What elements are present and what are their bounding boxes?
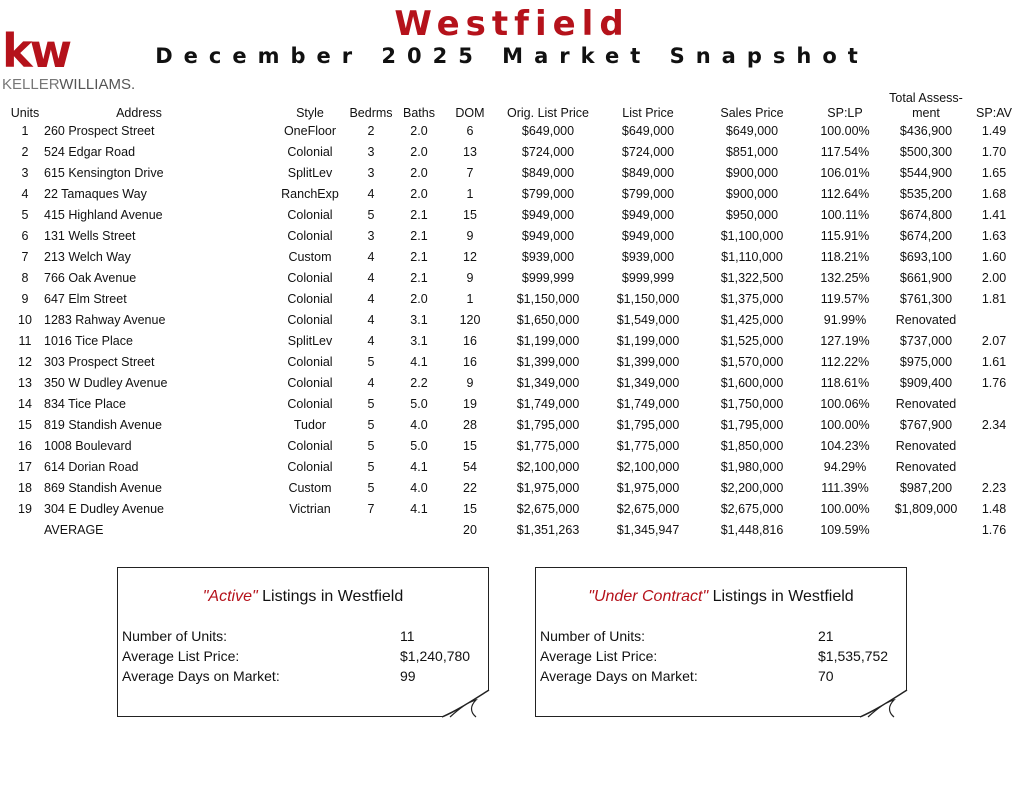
- table-row: [6, 142, 1020, 163]
- cell-address: 1008 Boulevard: [44, 439, 132, 453]
- cell-total-assessment: $975,000: [899, 355, 953, 369]
- cell-dom: 13: [463, 145, 477, 159]
- cell-total-assessment: Renovated: [895, 313, 957, 327]
- col-header-bedrms: Bedrms: [349, 106, 393, 120]
- keller-williams-logo: [2, 24, 147, 93]
- cell-style: Colonial: [287, 313, 333, 327]
- cell-dom: 15: [463, 439, 477, 453]
- cell-bedrooms: 4: [367, 250, 375, 264]
- cell-sales-price: $1,425,000: [720, 313, 784, 327]
- cell-dom: 1: [466, 292, 474, 306]
- cell-style: Colonial: [287, 376, 333, 390]
- cell-style: RanchExp: [281, 187, 339, 201]
- cell-list-price: $1,749,000: [616, 397, 680, 411]
- cell-unit-number: 9: [21, 292, 29, 306]
- cell-unit-number: 17: [18, 460, 32, 474]
- cell-baths: 2.1: [410, 229, 428, 243]
- col-header-list-price: List Price: [622, 106, 674, 120]
- average-dom: 20: [463, 523, 477, 537]
- cell-bedrooms: 3: [367, 145, 375, 159]
- cell-bedrooms: 5: [367, 418, 375, 432]
- cell-dom: 16: [463, 334, 477, 348]
- cell-address: 834 Tice Place: [44, 397, 126, 411]
- cell-dom: 19: [463, 397, 477, 411]
- cell-spav: 1.63: [981, 229, 1007, 243]
- cell-bedrooms: 3: [367, 229, 375, 243]
- active-units-label: Number of Units:: [122, 628, 228, 644]
- cell-sales-price: $950,000: [725, 208, 779, 222]
- cell-bedrooms: 4: [367, 292, 375, 306]
- cell-style: Colonial: [287, 397, 333, 411]
- cell-total-assessment: $436,900: [899, 124, 953, 138]
- table-row: [6, 331, 1020, 352]
- cell-baths: 2.1: [410, 271, 428, 285]
- cell-splp: 104.23%: [820, 439, 870, 453]
- average-label: AVERAGE: [44, 523, 104, 537]
- cell-unit-number: 5: [21, 208, 29, 222]
- cell-splp: 100.11%: [820, 208, 870, 222]
- cell-unit-number: 1: [21, 124, 29, 138]
- cell-sales-price: $2,675,000: [720, 502, 784, 516]
- cell-address: 304 E Dudley Avenue: [44, 502, 165, 516]
- cell-total-assessment: $909,400: [899, 376, 953, 390]
- cell-address: 260 Prospect Street: [44, 124, 155, 138]
- table-row: [6, 478, 1020, 499]
- cell-sales-price: $649,000: [725, 124, 779, 138]
- cell-unit-number: 10: [18, 313, 32, 327]
- cell-orig-list-price: $649,000: [521, 124, 575, 138]
- contract-dom-label: Average Days on Market:: [540, 668, 698, 684]
- cell-list-price: $1,975,000: [616, 481, 680, 495]
- cell-style: Colonial: [287, 145, 333, 159]
- cell-orig-list-price: $1,650,000: [516, 313, 580, 327]
- logo-wordmark: KELLERWILLIAMS.: [2, 76, 136, 93]
- cell-unit-number: 15: [18, 418, 32, 432]
- cell-address: 766 Oak Avenue: [44, 271, 137, 285]
- cell-address: 869 Standish Avenue: [44, 481, 162, 495]
- cell-total-assessment: $535,200: [899, 187, 953, 201]
- cell-address: 614 Dorian Road: [44, 460, 139, 474]
- cell-baths: 2.0: [410, 124, 428, 138]
- cell-baths: 2.0: [410, 187, 428, 201]
- cell-spav: [968, 436, 1020, 457]
- col-header-sales-price: Sales Price: [720, 106, 784, 120]
- col-header-dom: DOM: [455, 106, 485, 120]
- cell-baths: 5.0: [410, 397, 428, 411]
- cell-dom: 1: [466, 187, 474, 201]
- cell-spav: 2.23: [981, 481, 1007, 495]
- cell-unit-number: 3: [21, 166, 29, 180]
- cell-splp: 100.00%: [820, 418, 870, 432]
- cell-unit-number: 11: [18, 334, 32, 348]
- page-title: Westfield: [394, 4, 630, 44]
- cell-dom: 6: [466, 124, 474, 138]
- cell-splp: 94.29%: [823, 460, 867, 474]
- cell-sales-price: $1,795,000: [720, 418, 784, 432]
- cell-spav: 2.07: [981, 334, 1007, 348]
- cell-unit-number: 6: [21, 229, 29, 243]
- cell-address: 213 Welch Way: [44, 250, 131, 264]
- cell-sales-price: $1,570,000: [720, 355, 784, 369]
- cell-address: 647 Elm Street: [44, 292, 127, 306]
- cell-splp: 91.99%: [823, 313, 867, 327]
- cell-style: SplitLev: [287, 166, 333, 180]
- cell-bedrooms: 4: [367, 313, 375, 327]
- table-row: [6, 310, 1020, 331]
- cell-total-assessment: $661,900: [899, 271, 953, 285]
- cell-dom: 120: [459, 313, 481, 327]
- cell-splp: 100.00%: [820, 124, 870, 138]
- col-header-total-assessment: Total Assess-ment: [889, 91, 963, 120]
- cell-sales-price: $2,200,000: [720, 481, 784, 495]
- cell-total-assessment: $987,200: [899, 481, 953, 495]
- col-header-style: Style: [296, 106, 324, 120]
- cell-style: Colonial: [287, 439, 333, 453]
- cell-list-price: $1,549,000: [616, 313, 680, 327]
- cell-bedrooms: 5: [367, 439, 375, 453]
- logo-mark: kw: [2, 24, 70, 78]
- cell-orig-list-price: $1,749,000: [516, 397, 580, 411]
- cell-dom: 28: [463, 418, 477, 432]
- cell-dom: 22: [463, 481, 477, 495]
- cell-sales-price: $900,000: [725, 187, 779, 201]
- col-header-spav: SP:AV: [976, 106, 1012, 120]
- average-sales-price: $1,448,816: [720, 523, 784, 537]
- cell-total-assessment: $1,809,000: [894, 502, 958, 516]
- cell-list-price: $799,000: [621, 187, 675, 201]
- active-units-value: 11: [400, 628, 415, 644]
- cell-orig-list-price: $949,000: [521, 229, 575, 243]
- cell-bedrooms: 5: [367, 397, 375, 411]
- cell-spav: 1.65: [981, 166, 1007, 180]
- cell-style: Victrian: [289, 502, 331, 516]
- cell-dom: 15: [463, 208, 477, 222]
- cell-orig-list-price: $1,775,000: [516, 439, 580, 453]
- cell-list-price: $2,675,000: [616, 502, 680, 516]
- cell-total-assessment: $544,900: [899, 166, 953, 180]
- cell-splp: 118.21%: [820, 250, 870, 264]
- cell-spav: [968, 457, 1020, 478]
- cell-total-assessment: $674,800: [899, 208, 953, 222]
- cell-orig-list-price: $1,795,000: [516, 418, 580, 432]
- cell-splp: 127.19%: [820, 334, 870, 348]
- cell-orig-list-price: $999,999: [521, 271, 575, 285]
- active-listings-box: [117, 567, 489, 717]
- cell-style: Custom: [288, 481, 332, 495]
- cell-sales-price: $1,100,000: [720, 229, 784, 243]
- cell-unit-number: 4: [21, 187, 29, 201]
- cell-baths: 3.1: [410, 313, 428, 327]
- cell-bedrooms: 4: [367, 376, 375, 390]
- cell-list-price: $649,000: [621, 124, 675, 138]
- cell-list-price: $1,349,000: [616, 376, 680, 390]
- cell-spav: [968, 310, 1020, 331]
- cell-bedrooms: 5: [367, 208, 375, 222]
- table-row: [6, 289, 1020, 310]
- cell-address: 1016 Tice Place: [44, 334, 133, 348]
- cell-list-price: $2,100,000: [616, 460, 680, 474]
- cell-orig-list-price: $1,150,000: [516, 292, 580, 306]
- cell-baths: 4.1: [410, 460, 428, 474]
- cell-orig-list-price: $2,100,000: [516, 460, 580, 474]
- cell-total-assessment: Renovated: [895, 397, 957, 411]
- cell-baths: 2.0: [410, 145, 428, 159]
- cell-address: 524 Edgar Road: [44, 145, 136, 159]
- cell-list-price: $999,999: [621, 271, 675, 285]
- cell-dom: 9: [466, 229, 474, 243]
- cell-unit-number: 8: [21, 271, 29, 285]
- market-snapshot-table: [6, 87, 1020, 541]
- table-row: [6, 121, 1020, 142]
- cell-sales-price: $1,850,000: [720, 439, 784, 453]
- cell-list-price: $949,000: [621, 229, 675, 243]
- cell-style: Colonial: [287, 229, 333, 243]
- cell-dom: 9: [466, 271, 474, 285]
- cell-total-assessment: $737,000: [899, 334, 953, 348]
- active-price-value: $1,240,780: [400, 648, 471, 664]
- cell-address: 22 Tamaques Way: [44, 187, 147, 201]
- contract-price-value: $1,535,752: [818, 648, 889, 664]
- cell-splp: 115.91%: [820, 229, 870, 243]
- cell-unit-number: 7: [21, 250, 29, 264]
- cell-bedrooms: 4: [367, 187, 375, 201]
- cell-total-assessment: $674,200: [899, 229, 953, 243]
- cell-spav: 2.34: [981, 418, 1007, 432]
- cell-address: 303 Prospect Street: [44, 355, 155, 369]
- cell-baths: 4.1: [410, 502, 428, 516]
- cell-baths: 4.0: [410, 481, 428, 495]
- cell-sales-price: $1,750,000: [720, 397, 784, 411]
- cell-splp: 106.01%: [820, 166, 870, 180]
- cell-orig-list-price: $1,199,000: [516, 334, 580, 348]
- cell-spav: 1.76: [981, 376, 1007, 390]
- table-row: [6, 373, 1020, 394]
- cell-address: 615 Kensington Drive: [44, 166, 164, 180]
- cell-spav: 1.68: [981, 187, 1007, 201]
- cell-list-price: $939,000: [621, 250, 675, 264]
- cell-splp: 111.39%: [821, 481, 869, 495]
- cell-style: OneFloor: [283, 124, 337, 138]
- cell-total-assessment: $767,900: [899, 418, 953, 432]
- page-curl-icon: [440, 688, 490, 718]
- cell-spav: 1.81: [981, 292, 1007, 306]
- cell-splp: 112.64%: [820, 187, 870, 201]
- active-dom-label: Average Days on Market:: [122, 668, 280, 684]
- cell-sales-price: $1,600,000: [720, 376, 784, 390]
- cell-sales-price: $1,375,000: [720, 292, 784, 306]
- cell-orig-list-price: $1,975,000: [516, 481, 580, 495]
- cell-unit-number: 14: [18, 397, 32, 411]
- cell-bedrooms: 5: [367, 355, 375, 369]
- cell-sales-price: $1,322,500: [720, 271, 784, 285]
- cell-unit-number: 16: [18, 439, 32, 453]
- cell-spav: 1.60: [981, 250, 1007, 264]
- active-price-label: Average List Price:: [122, 648, 240, 664]
- cell-orig-list-price: $939,000: [521, 250, 575, 264]
- cell-address: 819 Standish Avenue: [44, 418, 162, 432]
- cell-total-assessment: $761,300: [899, 292, 953, 306]
- cell-orig-list-price: $1,349,000: [516, 376, 580, 390]
- col-header-units: Units: [10, 106, 40, 120]
- cell-list-price: $949,000: [621, 208, 675, 222]
- average-orig-list-price: $1,351,263: [516, 523, 580, 537]
- cell-baths: 5.0: [410, 439, 428, 453]
- cell-baths: 3.1: [410, 334, 428, 348]
- cell-baths: 4.0: [410, 418, 428, 432]
- table-row: [6, 268, 1020, 289]
- cell-dom: 16: [463, 355, 477, 369]
- cell-baths: 2.0: [410, 166, 428, 180]
- cell-orig-list-price: $799,000: [521, 187, 575, 201]
- cell-splp: 100.06%: [820, 397, 870, 411]
- table-row: [6, 436, 1020, 457]
- active-box-title: "Active" Listings in Westfield: [202, 588, 404, 605]
- cell-spav: 1.61: [981, 355, 1007, 369]
- cell-baths: 2.0: [410, 292, 428, 306]
- contract-units-value: 21: [818, 628, 834, 644]
- cell-style: Colonial: [287, 271, 333, 285]
- cell-orig-list-price: $949,000: [521, 208, 575, 222]
- cell-splp: 118.61%: [820, 376, 870, 390]
- cell-list-price: $849,000: [621, 166, 675, 180]
- average-splp: 109.59%: [820, 523, 870, 537]
- cell-orig-list-price: $1,399,000: [516, 355, 580, 369]
- cell-spav: 1.41: [981, 208, 1007, 222]
- table-header-row: [6, 87, 1020, 121]
- cell-address: 350 W Dudley Avenue: [44, 376, 168, 390]
- cell-style: Colonial: [287, 460, 333, 474]
- table-row: [6, 394, 1020, 415]
- cell-baths: 2.2: [410, 376, 428, 390]
- under-contract-listings-box: [535, 567, 907, 717]
- cell-dom: 15: [463, 502, 477, 516]
- cell-bedrooms: 5: [367, 460, 375, 474]
- cell-list-price: $1,399,000: [616, 355, 680, 369]
- cell-dom: 12: [463, 250, 477, 264]
- cell-total-assessment: $693,100: [899, 250, 953, 264]
- col-header-splp: SP:LP: [827, 106, 863, 120]
- contract-dom-value: 70: [818, 668, 834, 684]
- cell-style: Colonial: [287, 208, 333, 222]
- cell-style: Tudor: [293, 418, 327, 432]
- table-row: [6, 184, 1020, 205]
- cell-sales-price: $900,000: [725, 166, 779, 180]
- cell-splp: 119.57%: [820, 292, 870, 306]
- table-row: [6, 415, 1020, 436]
- cell-style: Custom: [288, 250, 332, 264]
- cell-list-price: $1,199,000: [616, 334, 680, 348]
- col-header-address: Address: [116, 106, 162, 120]
- cell-total-assessment: Renovated: [895, 439, 957, 453]
- cell-spav: [968, 394, 1020, 415]
- table-row: [6, 205, 1020, 226]
- table-row: [6, 247, 1020, 268]
- cell-dom: 54: [463, 460, 477, 474]
- col-header-baths: Baths: [403, 106, 435, 120]
- cell-address: 415 Highland Avenue: [44, 208, 163, 222]
- cell-bedrooms: 4: [367, 334, 375, 348]
- cell-address: 131 Wells Street: [44, 229, 136, 243]
- page-curl-icon: [858, 688, 908, 718]
- cell-splp: 100.00%: [820, 502, 870, 516]
- cell-dom: 7: [466, 166, 474, 180]
- contract-units-label: Number of Units:: [540, 628, 646, 644]
- cell-baths: 2.1: [410, 250, 428, 264]
- cell-bedrooms: 4: [367, 271, 375, 285]
- cell-dom: 9: [466, 376, 474, 390]
- cell-unit-number: 13: [18, 376, 32, 390]
- cell-orig-list-price: $2,675,000: [516, 502, 580, 516]
- col-header-orig-list-price: Orig. List Price: [507, 106, 589, 120]
- table-row: [6, 352, 1020, 373]
- contract-box-title: "Under Contract" Listings in Westfield: [588, 588, 854, 605]
- cell-bedrooms: 7: [367, 502, 375, 516]
- cell-bedrooms: 5: [367, 481, 375, 495]
- cell-unit-number: 18: [18, 481, 32, 495]
- cell-spav: 1.49: [981, 124, 1007, 138]
- average-row: [6, 520, 1020, 541]
- table-row: [6, 457, 1020, 478]
- cell-address: 1283 Rahway Avenue: [44, 313, 166, 327]
- table-row: [6, 499, 1020, 520]
- cell-unit-number: 12: [18, 355, 32, 369]
- cell-list-price: $1,150,000: [616, 292, 680, 306]
- table-row: [6, 226, 1020, 247]
- average-list-price: $1,345,947: [616, 523, 680, 537]
- cell-unit-number: 2: [21, 145, 29, 159]
- cell-list-price: $724,000: [621, 145, 675, 159]
- cell-spav: 1.70: [981, 145, 1007, 159]
- table-row: [6, 163, 1020, 184]
- cell-bedrooms: 2: [367, 124, 375, 138]
- cell-list-price: $1,775,000: [616, 439, 680, 453]
- active-dom-value: 99: [400, 668, 416, 684]
- cell-total-assessment: $500,300: [899, 145, 953, 159]
- cell-unit-number: 19: [18, 502, 32, 516]
- cell-baths: 4.1: [410, 355, 428, 369]
- cell-spav: 1.48: [981, 502, 1007, 516]
- cell-sales-price: $1,980,000: [720, 460, 784, 474]
- cell-bedrooms: 3: [367, 166, 375, 180]
- cell-orig-list-price: $849,000: [521, 166, 575, 180]
- average-spav: 1.76: [981, 523, 1007, 537]
- cell-sales-price: $1,110,000: [721, 250, 783, 264]
- cell-style: Colonial: [287, 292, 333, 306]
- contract-price-label: Average List Price:: [540, 648, 658, 664]
- cell-style: SplitLev: [287, 334, 333, 348]
- cell-splp: 117.54%: [820, 145, 870, 159]
- cell-style: Colonial: [287, 355, 333, 369]
- cell-orig-list-price: $724,000: [521, 145, 575, 159]
- cell-splp: 112.22%: [820, 355, 870, 369]
- cell-spav: 2.00: [981, 271, 1007, 285]
- cell-splp: 132.25%: [820, 271, 870, 285]
- cell-sales-price: $1,525,000: [720, 334, 784, 348]
- cell-list-price: $1,795,000: [616, 418, 680, 432]
- page-subtitle: December 2025 Market Snapshot: [155, 44, 869, 68]
- cell-total-assessment: Renovated: [895, 460, 957, 474]
- cell-baths: 2.1: [410, 208, 428, 222]
- cell-sales-price: $851,000: [725, 145, 779, 159]
